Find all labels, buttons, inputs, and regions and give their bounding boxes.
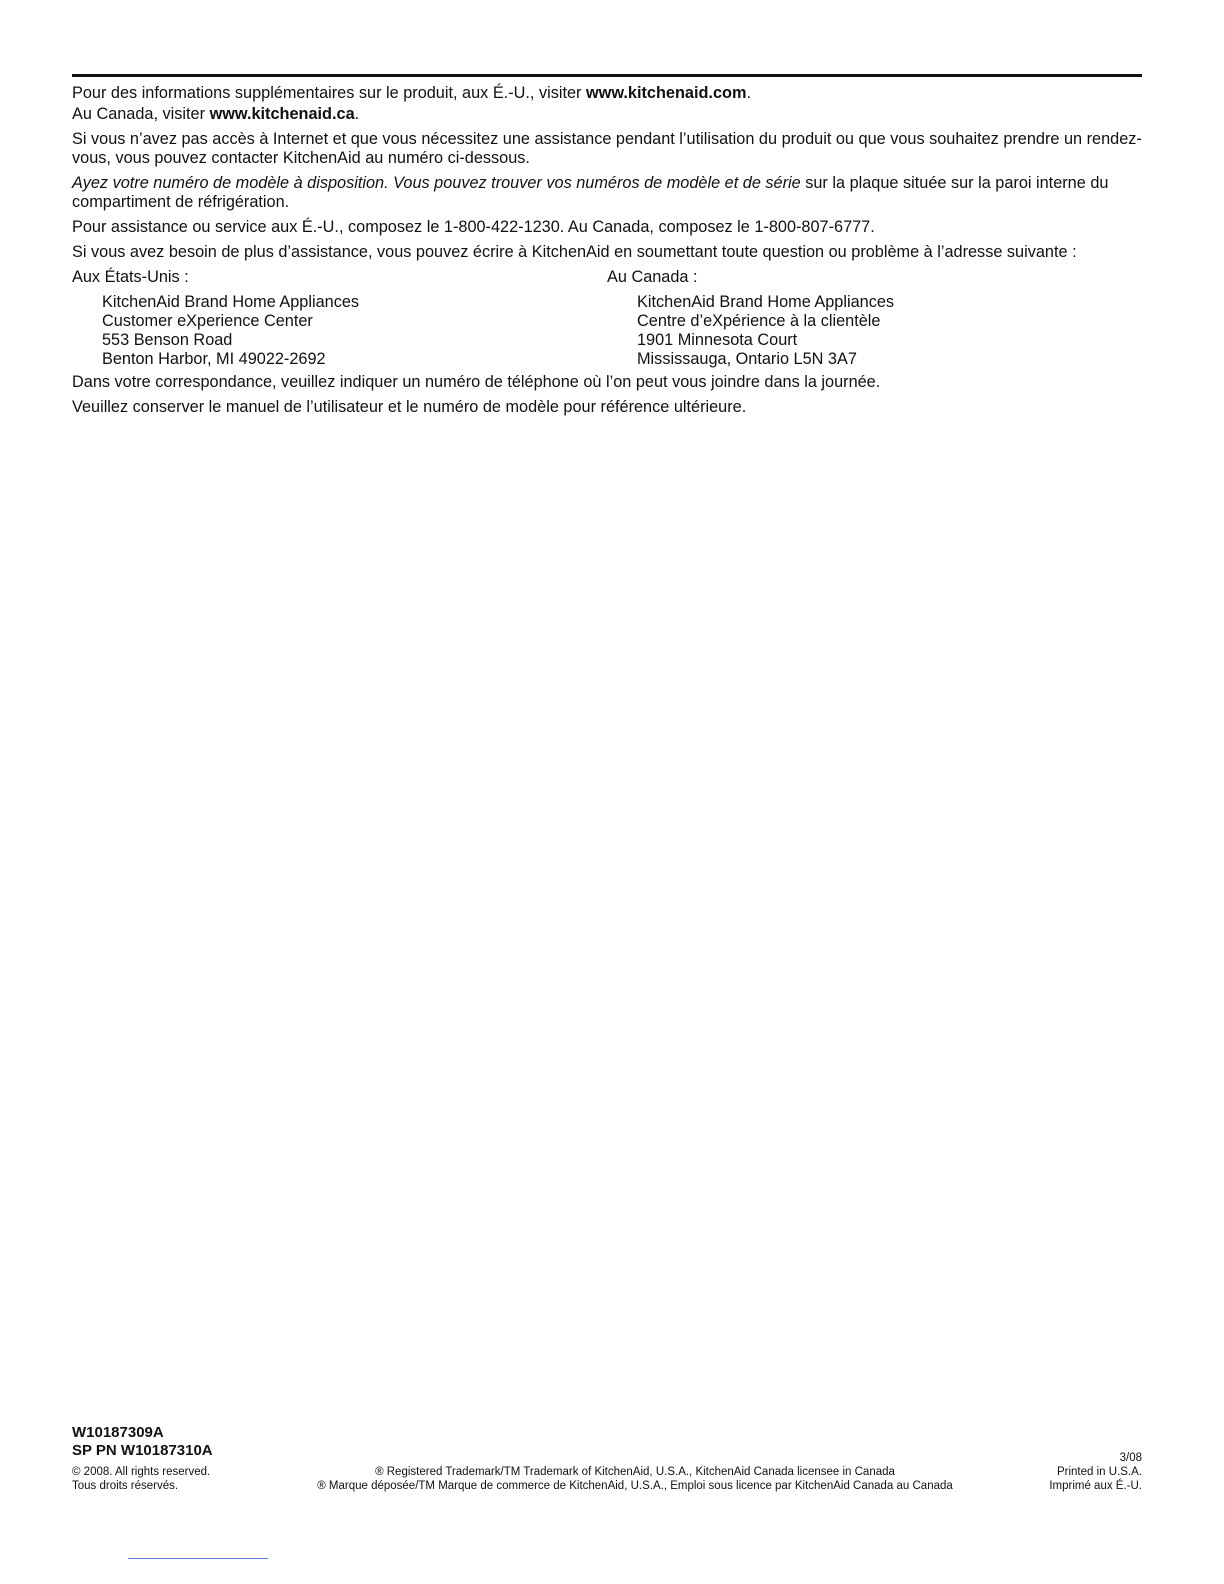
us-address — [72, 293, 607, 369]
intro-ca-text: Au Canada, visiter — [72, 105, 210, 123]
keep-manual-paragraph: Veuillez conserver le manuel de l’utilisateur et le numéro de modèle pour référence ultérieure. — [72, 398, 747, 416]
us-address-heading: Aux États-Unis : — [72, 268, 189, 286]
correspondence-paragraph: Dans votre correspondance, veuillez indiquer un numéro de téléphone où l’on peut vous joindre dans la journée. — [72, 373, 881, 391]
address-columns — [72, 268, 1142, 369]
ca-address — [607, 293, 1142, 369]
model-number-italic: Ayez votre numéro de modèle à disposition. Vous pouvez trouver vos numéros de modèle et de série — [72, 174, 801, 192]
part-numbers — [72, 1424, 213, 1460]
intro-ca-period: . — [354, 105, 360, 123]
intro-ca-line — [72, 105, 1142, 124]
us-address-line: KitchenAid Brand Home Appliances — [102, 293, 360, 311]
copyright-fr: Tous droits réservés. — [72, 1480, 179, 1492]
us-address-block — [72, 268, 607, 369]
intro-us-period: . — [746, 84, 751, 102]
write-paragraph: Si vous avez besoin de plus d’assistance, vous pouvez écrire à KitchenAid en soumettant toute question ou problème à l’adresse suivante : — [72, 243, 1077, 261]
trademark-en: ® Registered Trademark/TM Trademark of KitchenAid, U.S.A., KitchenAid Canada licensee in Canada — [375, 1466, 895, 1478]
trademark-fr: ® Marque déposée/TM Marque de commerce de KitchenAid, U.S.A., Emploi sous licence par KitchenAid Canada au Canada — [317, 1480, 953, 1492]
link-underline-divider — [128, 1558, 268, 1559]
model-number-paragraph — [72, 174, 1142, 212]
intro-us-text: Pour des informations supplémentaires sur le produit, aux É.-U., visiter — [72, 84, 586, 102]
ca-address-heading: Au Canada : — [607, 268, 698, 286]
model-number-rest: sur la plaque située sur la paroi interne du compartiment de réfrigération. — [72, 174, 1109, 211]
contact-section — [72, 84, 1142, 423]
part-number: W10187309A — [72, 1424, 164, 1441]
ca-address-line: KitchenAid Brand Home Appliances — [637, 293, 895, 311]
ca-address-line: Mississauga, Ontario L5N 3A7 — [637, 350, 857, 368]
ca-address-block — [607, 268, 1142, 369]
ca-address-line: Centre d’eXpérience à la clientèle — [637, 312, 881, 330]
intro-us-line — [72, 84, 1142, 103]
kitchenaid-com-link[interactable]: www.kitchenaid.com — [586, 84, 747, 102]
print-date: 3/08 — [1119, 1452, 1142, 1464]
phone-paragraph: Pour assistance ou service aux É.-U., composez le 1-800-422-1230. Au Canada, composez le 1-800-807-6777. — [72, 218, 875, 236]
sp-part-number: SP PN W10187310A — [72, 1442, 213, 1459]
us-address-line: Customer eXperience Center — [102, 312, 313, 330]
top-rule — [72, 74, 1142, 77]
printed-in-en: Printed in U.S.A. — [1056, 1466, 1142, 1478]
us-address-line: 553 Benson Road — [102, 331, 233, 349]
copyright-en: © 2008. All rights reserved. — [72, 1466, 211, 1478]
us-address-line: Benton Harbor, MI 49022-2692 — [102, 350, 326, 368]
printed-in-fr: Imprimé aux É.-U. — [1049, 1480, 1142, 1492]
kitchenaid-ca-link[interactable]: www.kitchenaid.ca — [209, 105, 355, 123]
no-internet-paragraph: Si vous n’avez pas accès à Internet et que vous nécessitez une assistance pendant l’utilisation du produit ou que vous souhaitez prendre un rendez-vous, vous pouvez contacter KitchenAid au numéro ci-dessous. — [72, 130, 1142, 167]
ca-address-line: 1901 Minnesota Court — [637, 331, 798, 349]
